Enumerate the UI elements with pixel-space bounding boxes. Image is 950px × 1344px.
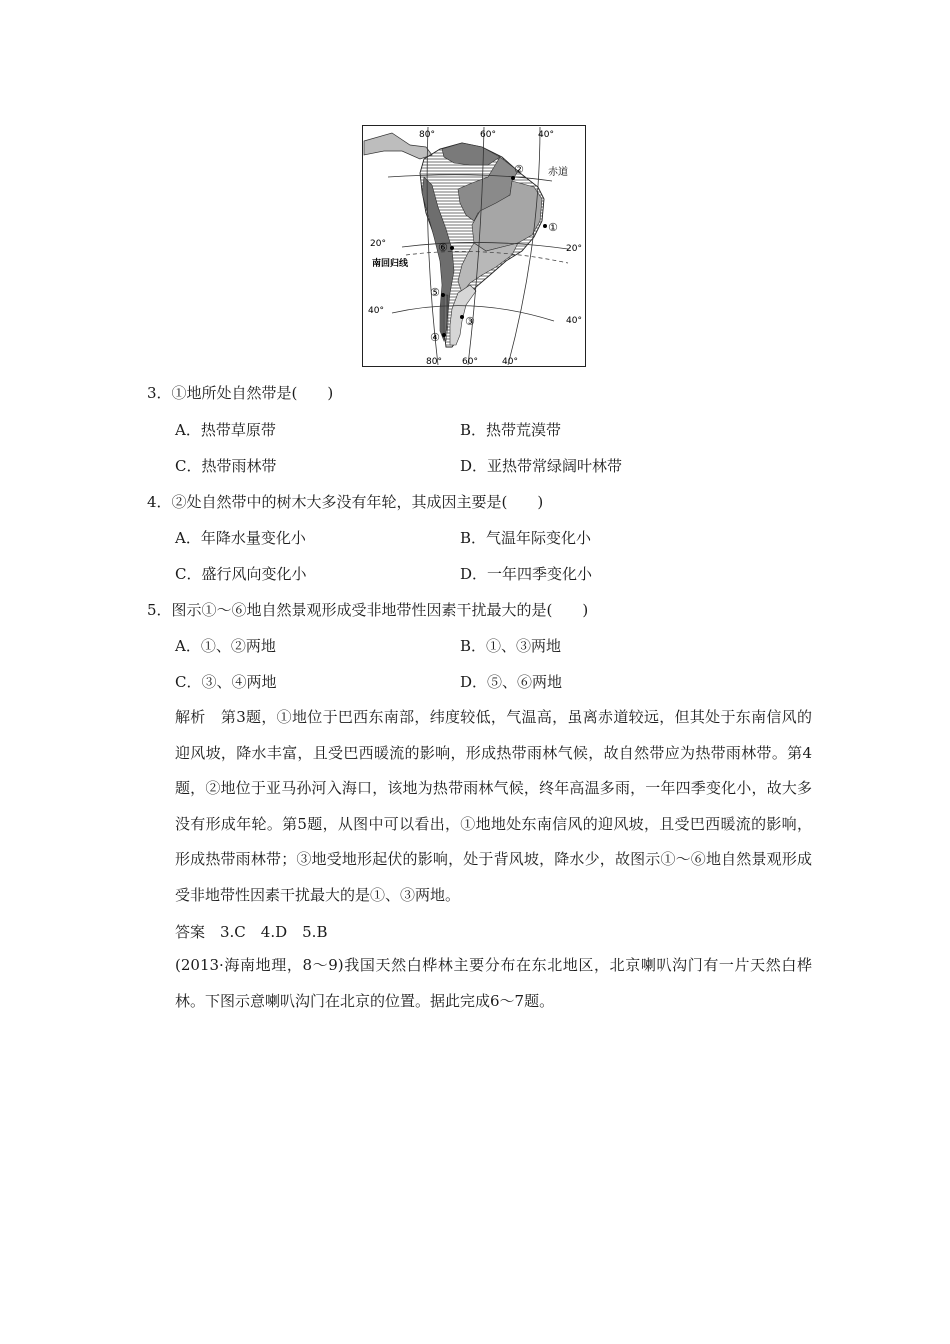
question-4-option-b: B．气温年际变化小 <box>460 529 592 547</box>
lon-bottom-40: 40° <box>502 357 518 367</box>
question-3-option-c: C．热带雨林带 <box>175 457 277 475</box>
question-5-stem: 5．图示①～⑥地自然景观形成受非地带性因素干扰最大的是( ) <box>147 601 589 619</box>
point-2-label: ② <box>514 163 524 176</box>
point-4-label: ④ <box>430 331 440 344</box>
question-5-option-a: A．①、②两地 <box>175 637 276 655</box>
lon-top-80: 80° <box>419 130 435 140</box>
lon-top-40: 40° <box>538 130 554 140</box>
question-3-option-a: A．热带草原带 <box>175 421 276 439</box>
point-4-dot <box>442 333 446 337</box>
equator-label: 赤道 <box>548 167 568 178</box>
lon-top-60: 60° <box>480 130 496 140</box>
point-1-label: ① <box>548 221 558 234</box>
question-4-stem: 4．②处自然带中的树木大多没有年轮，其成因主要是( ) <box>147 493 544 511</box>
point-5-label: ⑤ <box>430 286 440 299</box>
point-3-label: ③ <box>465 315 475 328</box>
analysis-paragraph <box>147 700 812 913</box>
lat40-left-label: 40° <box>368 306 384 316</box>
point-3-dot <box>460 315 464 319</box>
answer-line: 答案 3.C 4.D 5.B <box>175 923 328 941</box>
question-3-option-d: D．亚热带常绿阔叶林带 <box>460 457 623 475</box>
question-4-option-d: D．一年四季变化小 <box>460 565 593 583</box>
lon-bottom-60: 60° <box>462 357 478 367</box>
point-6-dot <box>450 246 454 250</box>
question-3-stem: 3．①地所处自然带是( ) <box>147 384 334 402</box>
map-svg <box>362 125 586 367</box>
lat20-left-label: 20° <box>370 239 386 249</box>
question-5-option-b: B．①、③两地 <box>460 637 562 655</box>
question-3-option-b: B．热带荒漠带 <box>460 421 562 439</box>
point-5-dot <box>441 293 445 297</box>
lat20-right-label: 20° <box>566 244 582 254</box>
intro-paragraph <box>147 948 812 1019</box>
lat40-right-label: 40° <box>566 316 582 326</box>
analysis-text: 解析 第3题，①地位于巴西东南部，纬度较低，气温高，虽离赤道较远，但其处于东南信风的迎风坡，降水丰富，且受巴西暖流的影响，形成热带雨林气候，故自然带应为热带雨林带。第4题，②地位于亚马孙河入海口，该地为热带雨林气候，终年高温多雨，一年四季变化小，故大多没有形成年轮。第5题，从图中可以看出，①地地处东南信风的迎风坡，且受巴西暖流的影响，形成热带雨林带；③地受地形起伏的影响，处于背风坡，降水少，故图示①～⑥地自然景观形成受非地带性因素干扰最大的是①、③两地。 <box>175 708 812 904</box>
lon-bottom-80: 80° <box>426 357 442 367</box>
point-1-dot <box>543 224 547 228</box>
question-5-option-c: C．③、④两地 <box>175 673 277 691</box>
intro-text: (2013·海南地理，8～9)我国天然白桦林主要分布在东北地区，北京喇叭沟门有一片天然白桦林。下图示意喇叭沟门在北京的位置。据此完成6～7题。 <box>175 956 812 1010</box>
point-2-dot <box>511 176 515 180</box>
question-5-option-d: D．⑤、⑥两地 <box>460 673 563 691</box>
tropic-label: 南回归线 <box>372 259 409 269</box>
question-4-option-a: A．年降水量变化小 <box>175 529 306 547</box>
question-4-option-c: C．盛行风向变化小 <box>175 565 307 583</box>
point-6-label: ⑥ <box>438 241 448 254</box>
south-america-natural-zone-map <box>362 125 586 367</box>
